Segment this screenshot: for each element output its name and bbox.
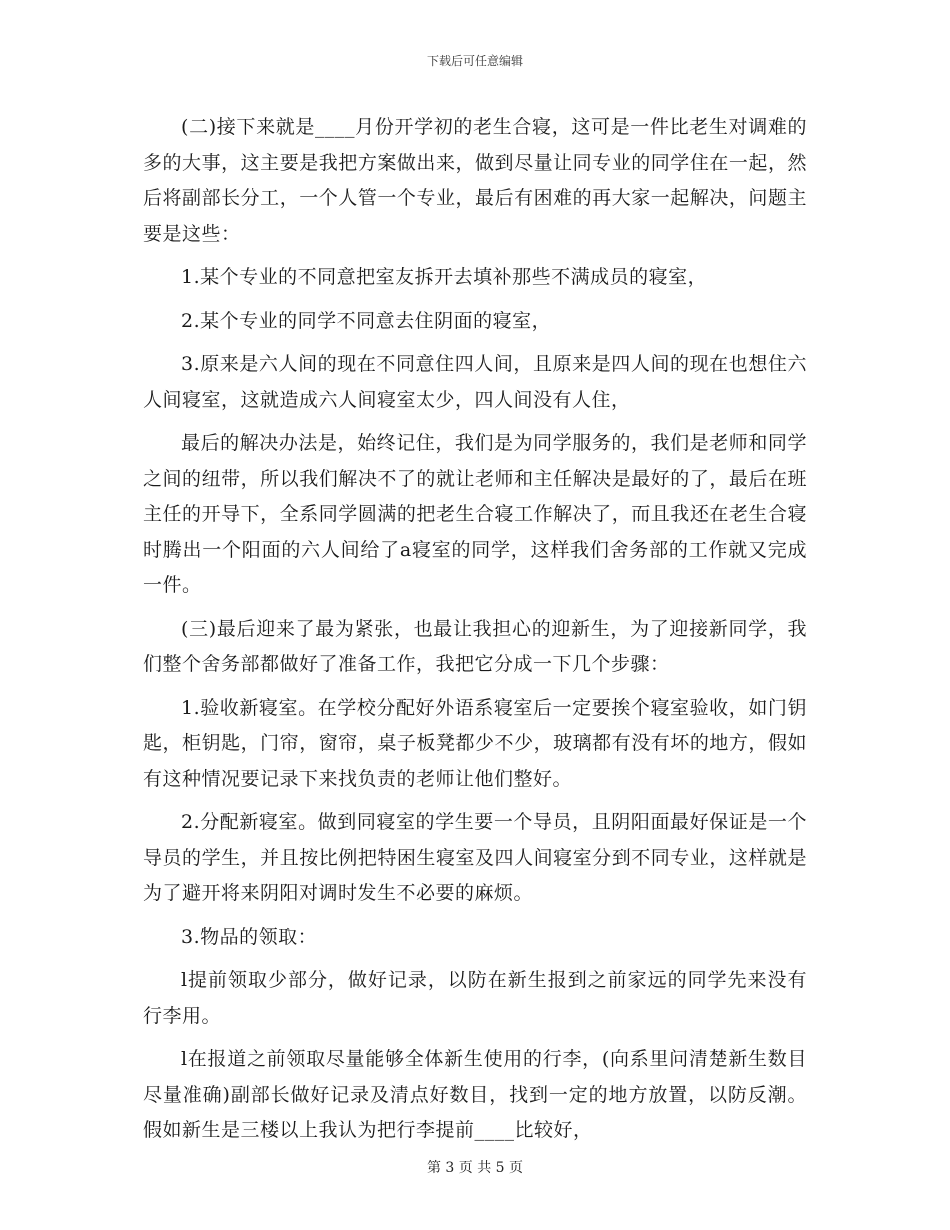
paragraph-1: (二)接下来就是____月份开学初的老生合寝，这可是一件比老生对调难的多的大事，这主要是我把方案做出来，做到尽量让同专业的同学住在一起，然后将副部长分工，一个人管一个专业，最后有困难的再大家一起解决，问题主要是这些： xyxy=(143,116,807,245)
page-header: 下载后可任意编辑 xyxy=(426,54,523,68)
paragraph-5: 最后的解决办法是，始终记住，我们是为同学服务的，我们是老师和同学之间的纽带，所以我们解决不了的就让老师和主任解决是最好的了，最后在班主任的开导下，全系同学圆满的把老生合寝工作解决了，而且我还在老生合寝时腾出一个阳面的六人间给了a寝室的同学，这样我们舍务部的工作就又完成一件。 xyxy=(143,432,807,596)
paragraph-8: 2.分配新寝室。做到同寝室的学生要一个导员，且阴阳面最好保证是一个导员的学生，并且按比例把特困生寝室及四人间寝室分到不同专业，这样就是为了避开将来阴阳对调时发生不必要的麻烦。 xyxy=(143,811,807,904)
document-body xyxy=(143,110,807,1157)
paragraph-2: 1.某个专业的不同意把室友拆开去填补那些不满成员的寝室， xyxy=(181,266,708,288)
paragraph-9: 3.物品的领取： xyxy=(181,925,318,948)
paragraph-7: 1.验收新寝室。在学校分配好外语系寝室后一定要挨个寝室验收，如门钥匙，柜钥匙，门帘，窗帘，桌子板凳都少不少，玻璃都有没有坏的地方，假如有这种情况要记录下来找负责的老师让他们整好。 xyxy=(143,696,807,790)
paragraph-6: (三)最后迎来了最为紧张，也最让我担心的迎新生，为了迎接新同学，我们整个舍务部都做好了准备工作，我把它分成一下几个步骤： xyxy=(143,617,807,675)
paragraph-3: 2.某个专业的同学不同意去住阴面的寝室， xyxy=(181,309,552,332)
paragraph-10: l提前领取少部分，做好记录，以防在新生报到之前家远的同学先来没有行李用。 xyxy=(143,969,807,1027)
paragraph-11: l在报道之前领取尽量能够全体新生使用的行李，(向系里问清楚新生数目尽量准确)副部长做好记录及清点好数目，找到一定的地方放置，以防反潮。假如新生是三楼以上我认为把行李提前____比较好， xyxy=(143,1048,807,1141)
paragraph-4: 3.原来是六人间的现在不同意住四人间，且原来是四人间的现在也想住六人间寝室，这就造成六人间寝室太少，四人间没有人住， xyxy=(143,353,807,411)
page-footer: 第 3 页 共 5 页 xyxy=(426,1160,524,1176)
